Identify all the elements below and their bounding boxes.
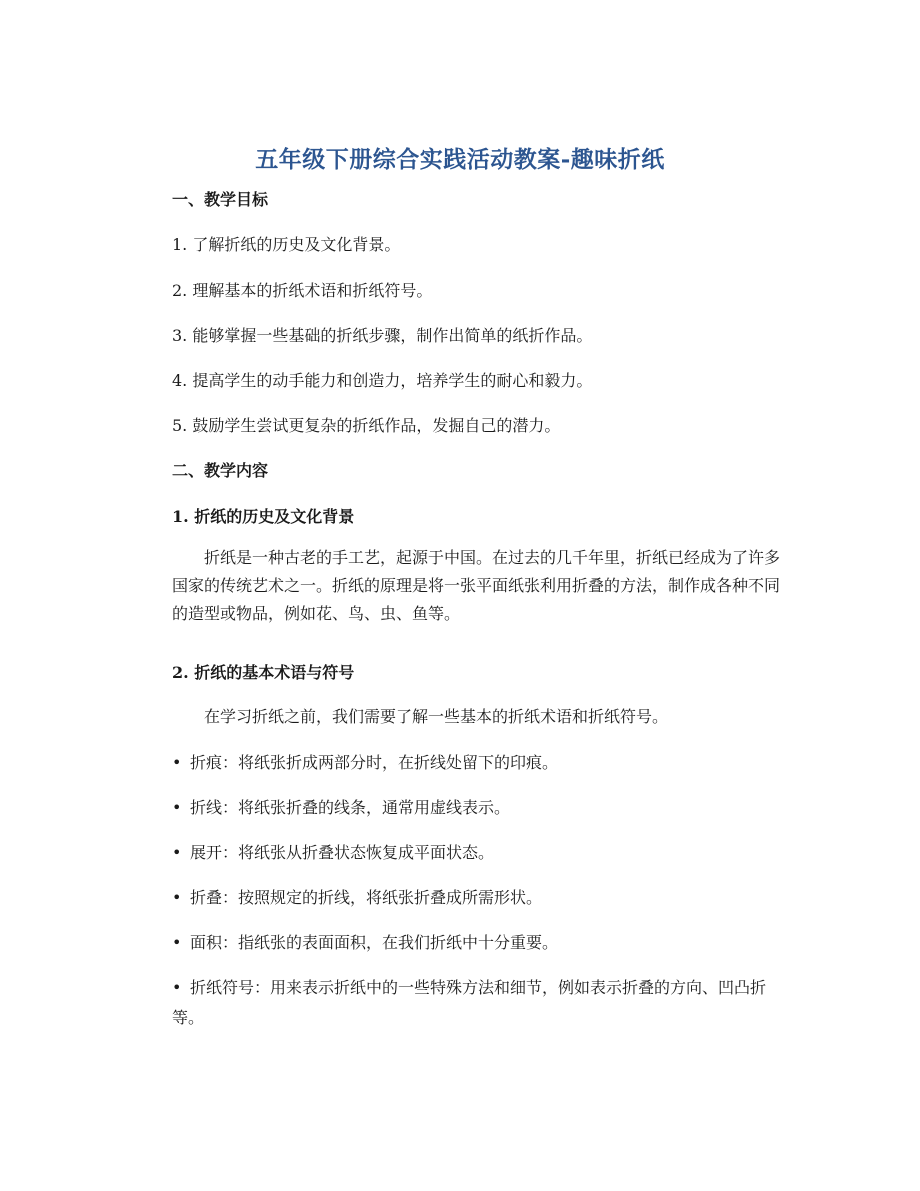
list-item — [172, 841, 792, 865]
subheading-history: 1. 折纸的历史及文化背景 — [172, 507, 355, 526]
term-fold-line: 折线：将纸张折叠的线条，通常用虚线表示。 — [190, 798, 511, 817]
term-area: 面积：指纸张的表面面积，在我们折纸中十分重要。 — [190, 933, 559, 952]
term-symbols: 折纸符号：用来表示折纸中的一些特殊方法和细节，例如表示折叠的方向、凹凸折等。 — [172, 978, 767, 1027]
term-crease: 折痕：将纸张折成两部分时，在折线处留下的印痕。 — [190, 753, 559, 772]
list-item — [172, 931, 792, 955]
objective-item: 4. 提高学生的动手能力和创造力，培养学生的耐心和毅力。 — [172, 371, 593, 390]
term-unfold: 展开：将纸张从折叠状态恢复成平面状态。 — [190, 843, 495, 862]
objective-item: 2. 理解基本的折纸术语和折纸符号。 — [172, 281, 433, 300]
bullet-icon: • — [172, 933, 182, 952]
document-title: 五年级下册综合实践活动教案-趣味折纸 — [255, 146, 665, 173]
objective-item: 1. 了解折纸的历史及文化背景。 — [172, 235, 401, 254]
bullet-icon: • — [172, 753, 182, 772]
objective-item: 3. 能够掌握一些基础的折纸步骤，制作出简单的纸折作品。 — [172, 326, 593, 345]
section-heading-objectives: 一、教学目标 — [172, 190, 269, 209]
list-item — [172, 751, 792, 775]
section-heading-content: 二、教学内容 — [172, 461, 269, 480]
list-item — [172, 796, 792, 820]
list-item — [172, 886, 792, 910]
list-item — [172, 973, 792, 1033]
objective-item: 5. 鼓励学生尝试更复杂的折纸作品，发掘自己的潜力。 — [172, 416, 561, 435]
terms-intro: 在学习折纸之前，我们需要了解一些基本的折纸术语和折纸符号。 — [204, 707, 669, 726]
term-fold: 折叠：按照规定的折线，将纸张折叠成所需形状。 — [190, 888, 543, 907]
bullet-icon: • — [172, 843, 182, 862]
subheading-terms: 2. 折纸的基本术语与符号 — [172, 663, 355, 682]
history-paragraph: 折纸是一种古老的手工艺，起源于中国。在过去的几千年里，折纸已经成为了许多国家的传统艺术之一。折纸的原理是将一张平面纸张利用折叠的方法，制作成各种不同的造型或物品，例如花、鸟、虫、鱼等。 — [172, 548, 781, 623]
bullet-icon: • — [172, 978, 182, 997]
bullet-icon: • — [172, 798, 182, 817]
bullet-icon: • — [172, 888, 182, 907]
